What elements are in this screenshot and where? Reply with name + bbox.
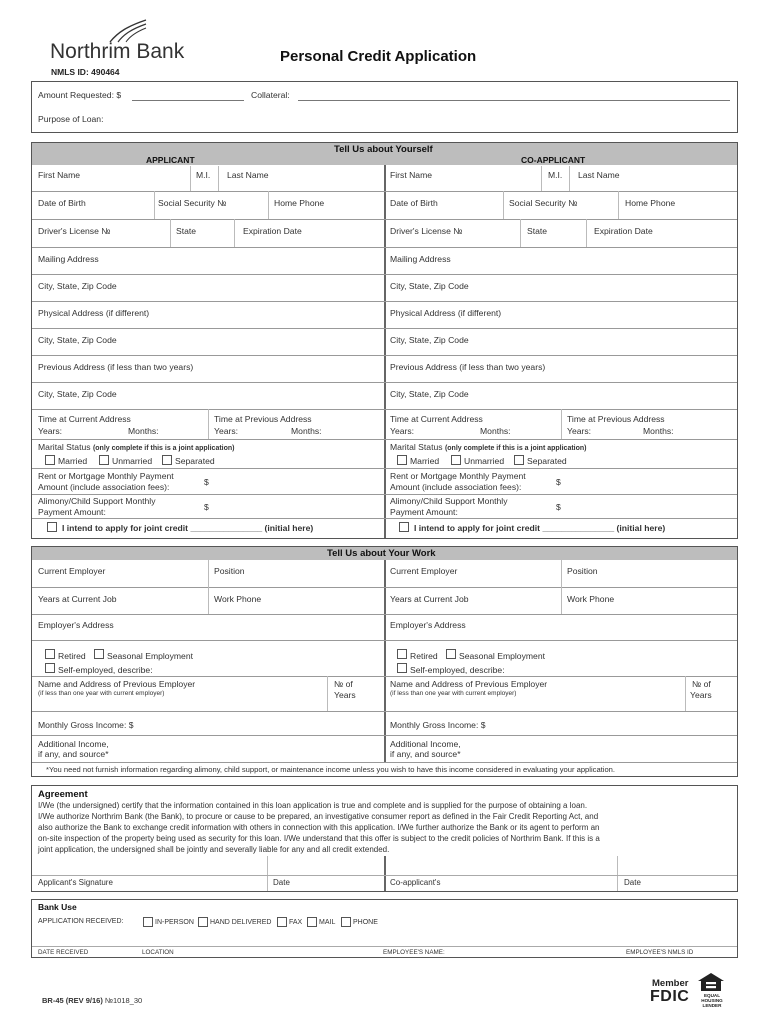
co-city3-label: City, State, Zip Code <box>390 389 469 399</box>
applicant-joint-checkbox[interactable] <box>47 522 57 532</box>
applicant-date-label: Date <box>273 878 290 887</box>
co-prev-months-label: Months: <box>643 426 674 436</box>
co-employer-address-label: Employer's Address <box>390 620 466 630</box>
co-time-current-label: Time at Current Address <box>390 414 483 424</box>
co-gross-income-label: Monthly Gross Income: $ <box>390 720 486 730</box>
applicant-prev-months-label: Months: <box>291 426 322 436</box>
phone-checkbox[interactable] <box>341 917 351 927</box>
co-no-of-label: № of <box>692 679 711 689</box>
co-months-label: Months: <box>480 426 511 436</box>
applicant-separated-label: Separated <box>175 456 215 466</box>
self-employed-label: Self-employed, describe: <box>58 665 153 675</box>
applicant-last-name-label: Last Name <box>227 170 269 180</box>
applicant-previous-label: Previous Address (if less than two years) <box>38 362 194 372</box>
co-retired-checkbox[interactable] <box>397 649 407 659</box>
co-separated-checkbox[interactable] <box>514 455 524 465</box>
years-label: Years <box>334 690 356 700</box>
co-mi-label: M.I. <box>548 170 563 180</box>
applicant-exp-label: Expiration Date <box>243 226 302 236</box>
applicant-unmarried-label: Unmarried <box>112 456 153 466</box>
bank-use-title: Bank Use <box>38 902 77 912</box>
co-additional-income-label-1: Additional Income, <box>390 739 461 749</box>
applicant-prev-years-label: Years: <box>214 426 239 436</box>
applicant-mailing-label: Mailing Address <box>38 254 99 264</box>
co-mailing-label: Mailing Address <box>390 254 451 264</box>
applicant-married-checkbox[interactable] <box>45 455 55 465</box>
co-married-checkbox[interactable] <box>397 455 407 465</box>
applicant-marital-label: Marital Status (only complete if this is a joint application) <box>38 442 235 452</box>
applicant-married-label: Married <box>58 456 88 466</box>
co-last-name-label: Last Name <box>578 170 620 180</box>
co-unmarried-checkbox[interactable] <box>451 455 461 465</box>
gross-income-label: Monthly Gross Income: $ <box>38 720 134 730</box>
applicant-heading: APPLICANT <box>146 155 195 165</box>
page-title: Personal Credit Application <box>280 48 477 65</box>
co-current-employer-label: Current Employer <box>390 566 458 576</box>
agreement-line-4: on-site inspection of the property being used as security for this loan. I/We understand that this offer is subject to the credit policies of Northrim Bank. If this is a <box>38 834 600 843</box>
prev-employer-note: (if less than one year with current employer) <box>38 690 165 697</box>
fax-checkbox[interactable] <box>277 917 287 927</box>
additional-income-label-2: if any, and source* <box>38 749 109 759</box>
applicant-separated-checkbox[interactable] <box>162 455 172 465</box>
no-of-label: № of <box>334 679 353 689</box>
co-previous-label: Previous Address (if less than two years) <box>390 362 546 372</box>
income-footnote: *You need not furnish information regarding alimony, child support, or maintenance income unless you wish to have this income considered in evaluating your application. <box>46 765 616 774</box>
employee-name-label: EMPLOYEE'S NAME: <box>383 949 445 956</box>
hand-delivered-checkbox[interactable] <box>198 917 208 927</box>
applicant-state-label: State <box>176 226 197 236</box>
form-number: BR-45 (REV 9/16) №1018_30 <box>42 996 143 1005</box>
applicant-signature-label: Applicant's Signature <box>38 878 113 887</box>
current-employer-label: Current Employer <box>38 566 106 576</box>
additional-income-label-1: Additional Income, <box>38 739 109 749</box>
co-alimony-label-2: Payment Amount: <box>390 507 458 517</box>
co-city2-label: City, State, Zip Code <box>390 335 469 345</box>
loan-request-box <box>31 81 738 133</box>
applicant-first-name-label: First Name <box>38 170 81 180</box>
co-marital-label: Marital Status (only complete if this is a joint application) <box>390 442 587 452</box>
member-label: Member <box>652 978 689 989</box>
section-divider <box>384 165 386 538</box>
about-yourself-title: Tell Us about Yourself <box>334 144 433 155</box>
co-exp-label: Expiration Date <box>594 226 653 236</box>
amount-requested-label: Amount Requested: $ <box>38 90 122 100</box>
phone-label: PHONE <box>353 919 378 926</box>
in-person-label: IN-PERSON <box>155 919 194 926</box>
amount-requested-field[interactable] <box>132 100 244 101</box>
applicant-rent-label-1: Rent or Mortgage Monthly Payment <box>38 471 174 481</box>
co-applicant-heading: CO-APPLICANT <box>521 155 586 165</box>
collateral-label: Collateral: <box>251 90 290 100</box>
co-years-label: Years <box>690 690 712 700</box>
agreement-line-5: joint application, the undersigned shall be jointly and severally liable for any and all credit extended. <box>38 845 390 854</box>
self-employed-checkbox[interactable] <box>45 663 55 673</box>
about-work-title: Tell Us about Your Work <box>327 548 436 559</box>
date-received-label: DATE RECEIVED <box>38 949 89 956</box>
co-alimony-label-1: Alimony/Child Support Monthly <box>390 496 508 506</box>
applicant-months-label: Months: <box>128 426 159 436</box>
work-phone-label: Work Phone <box>214 594 262 604</box>
applicant-rent-label-2: Amount (include association fees): <box>38 482 170 492</box>
co-rent-label-1: Rent or Mortgage Monthly Payment <box>390 471 526 481</box>
retired-checkbox[interactable] <box>45 649 55 659</box>
applicant-years-label: Years: <box>38 426 63 436</box>
co-seasonal-label: Seasonal Employment <box>459 651 545 661</box>
co-prev-years-label: Years: <box>567 426 592 436</box>
co-date-label: Date <box>624 878 641 887</box>
applicant-city3-label: City, State, Zip Code <box>38 389 117 399</box>
co-joint-checkbox[interactable] <box>399 522 409 532</box>
fdic-logo: FDIC <box>650 988 690 1005</box>
nmls-id: NMLS ID: 490464 <box>51 67 120 77</box>
co-dob-label: Date of Birth <box>390 198 438 208</box>
years-job-label: Years at Current Job <box>38 594 117 604</box>
applicant-time-current-label: Time at Current Address <box>38 414 131 424</box>
retired-label: Retired <box>58 651 86 661</box>
applicant-unmarried-checkbox[interactable] <box>99 455 109 465</box>
applicant-time-previous-label: Time at Previous Address <box>214 414 312 424</box>
equal-housing-lender-label: EQUAL HOUSING LENDER <box>701 993 723 1008</box>
agreement-line-1: I/We (the undersigned) certify that the information contained in this loan application is true and complete and is supplied for the purpose of obtaining a loan. <box>38 801 588 810</box>
co-alimony-dollar: $ <box>556 502 561 512</box>
applicant-mi-label: M.I. <box>196 170 211 180</box>
mail-label: MAIL <box>319 919 336 926</box>
agreement-line-3: also authorize the Bank to exchange credit information with others in connection with this application. I/We further authorize the Bank or its agent to perform an <box>38 823 600 832</box>
co-additional-income-label-2: if any, and source* <box>390 749 461 759</box>
co-married-label: Married <box>410 456 440 466</box>
co-time-previous-label: Time at Previous Address <box>567 414 665 424</box>
bank-name: Northrim Bank <box>50 40 185 63</box>
co-rent-label-2: Amount (include association fees): <box>390 482 522 492</box>
co-work-phone-label: Work Phone <box>567 594 615 604</box>
applicant-dob-label: Date of Birth <box>38 198 86 208</box>
co-home-phone-label: Home Phone <box>625 198 676 208</box>
co-retired-label: Retired <box>410 651 438 661</box>
applicant-alimony-label-2: Payment Amount: <box>38 507 106 517</box>
co-city-label: City, State, Zip Code <box>390 281 469 291</box>
agreement-title: Agreement <box>38 789 88 800</box>
mail-checkbox[interactable] <box>307 917 317 927</box>
applicant-city2-label: City, State, Zip Code <box>38 335 117 345</box>
hand-delivered-label: HAND DELIVERED <box>210 919 272 926</box>
employer-address-label: Employer's Address <box>38 620 114 630</box>
position-label: Position <box>214 566 245 576</box>
location-label: LOCATION <box>142 949 174 956</box>
prev-employer-label: Name and Address of Previous Employer <box>38 679 196 689</box>
co-years-job-label: Years at Current Job <box>390 594 469 604</box>
applicant-joint-label: I intend to apply for joint credit _______________ (initial here) <box>62 523 314 533</box>
co-self-employed-checkbox[interactable] <box>397 663 407 673</box>
agreement-line-2: I/We authorize Northrim Bank (the Bank), to procure or cause to be prepared, an investigative consumer report as defined in the Fair Credit Reporting Act, and <box>38 812 599 821</box>
applicant-physical-label: Physical Address (if different) <box>38 308 150 318</box>
co-years-label: Years: <box>390 426 415 436</box>
purpose-label: Purpose of Loan: <box>38 114 104 124</box>
equal-housing-icon <box>697 972 725 992</box>
collateral-field[interactable] <box>298 100 730 101</box>
co-prev-employer-note: (if less than one year with current employer) <box>390 690 517 697</box>
fax-label: FAX <box>289 919 303 926</box>
employee-nmls-label: EMPLOYEE'S NMLS ID <box>626 949 694 956</box>
co-first-name-label: First Name <box>390 170 433 180</box>
applicant-home-phone-label: Home Phone <box>274 198 325 208</box>
co-unmarried-label: Unmarried <box>464 456 505 466</box>
application-received-label: APPLICATION RECEIVED: <box>38 918 124 925</box>
applicant-city-label: City, State, Zip Code <box>38 281 117 291</box>
co-joint-label: I intend to apply for joint credit _______________ (initial here) <box>414 523 666 533</box>
co-separated-label: Separated <box>527 456 567 466</box>
co-self-employed-label: Self-employed, describe: <box>410 665 505 675</box>
in-person-checkbox[interactable] <box>143 917 153 927</box>
applicant-alimony-dollar: $ <box>204 502 209 512</box>
seasonal-label: Seasonal Employment <box>107 651 193 661</box>
applicant-alimony-label-1: Alimony/Child Support Monthly <box>38 496 156 506</box>
co-signature-label: Co-applicant's <box>390 878 441 887</box>
co-state-label: State <box>527 226 548 236</box>
co-physical-label: Physical Address (if different) <box>390 308 502 318</box>
applicant-rent-dollar: $ <box>204 477 209 487</box>
seasonal-checkbox[interactable] <box>94 649 104 659</box>
co-ssn-label: Social Security № <box>509 198 578 208</box>
co-seasonal-checkbox[interactable] <box>446 649 456 659</box>
co-dl-label: Driver's License № <box>390 226 463 236</box>
applicant-dl-label: Driver's License № <box>38 226 111 236</box>
co-prev-employer-label: Name and Address of Previous Employer <box>390 679 548 689</box>
co-rent-dollar: $ <box>556 477 561 487</box>
co-position-label: Position <box>567 566 598 576</box>
applicant-ssn-label: Social Security № <box>158 198 227 208</box>
